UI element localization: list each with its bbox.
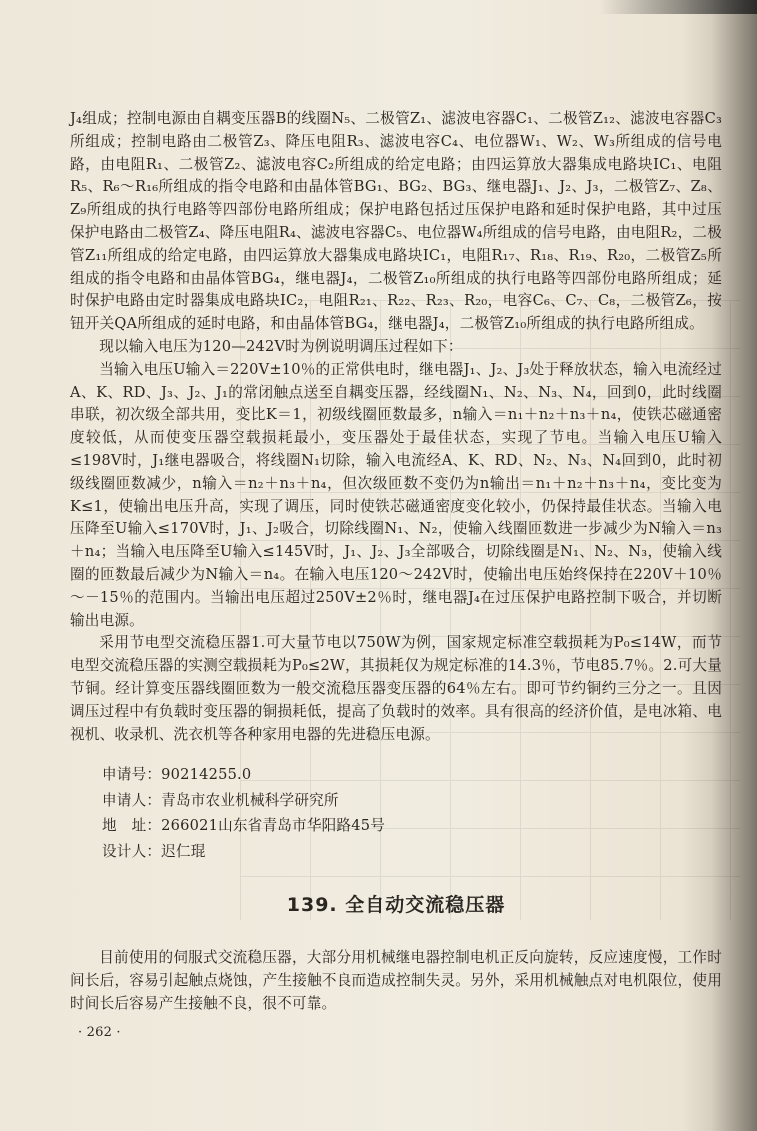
designer: 设计人：迟仁琨 [102,842,206,860]
scan-shadow [600,0,757,14]
section-heading: 139. 全自动交流稳压器 [286,894,506,917]
paragraph-circuit-composition: J₄组成；控制电源由自耦变压器B的线圈N₅、二极管Z₁、滤波电容器C₁、二极管Z₁₂、滤波电容器C₃所组成；控制电路由二极管Z₃、降压电阻R₃、滤波电容C₄、电位器W₁、W₂、W₃所组成的信号电路，由电阻R₁、二极管Z₂、滤波电容C₂所组成的给定电路；由四运算放大器集成电路块IC₁、电阻R₅、R₆～R₁₆所组成的指令电路和由晶体管BG₁、BG₂、BG₃、继电器J₁、J₂、J₃，二极管Z₇、Z₈、Z₉所组成的执行电路等四部份电路所组成；保护电路包括过压保护电路和延时保护电路，其中过压保护电路由二极管Z₄、降压电阻R₄、滤波电容器C₅、电位器W₄所组成的信号电路，由电阻R₂，二极管Z₁₁所组成的给定电路，由四运算放大器集成电路块IC₁，电阻R₁₇、R₁₈、R₁₉、R₂₀，二极管Z₅所组成的指令电路和由晶体管BG₄，继电器J₄，二极管Z₁₀所组成的执行电路等四部份电路所组成；延时保护电路由定时器集成电路块IC₂，电阻R₂₁、R₂₂、R₂₃、R₂₀，电容C₆、C₇、C₈，二极管Z₆，按钮开关QA所组成的延时电路，和由晶体管BG₄，继电器J₄，二极管Z₁₀所组成的执行电路所组成。 [70,110,722,333]
application-number: 申请号：90214255.0 [102,766,252,784]
paragraph-regulation-process: 当输入电压U输入＝220V±10％的正常供电时，继电器J₁、J₂、J₃处于释放状态，输入电流经过A、K、RD、J₃、J₂、J₁的常闭触点送至自耦变压器，经线圈N₁、N₂、N₃、N₄，回到0，此时线圈串联，初次级全部共用，变比K＝1，初级线圈匝数最多，n输入＝n₁＋n₂＋n₃＋n₄，使铁芯磁通密度较低，从而使变压器空载损耗最小，变压器处于最佳状态，实现了节电。当输入电压U输入≤198V时，J₁继电器吸合，将线圈N₁切除，输入电流经A、K、RD、N₂、N₃、N₄回到0，此时初级线圈匝数减少，n输入＝n₂＋n₃＋n₄，但次级匝数不变仍为n输出＝n₁＋n₂＋n₃＋n₄，变比变为K≤1，使输出电压升高，实现了调压，同时使铁芯磁通密度变化较小，仍保持最佳状态。当输入电压降至U输入≤170V时，J₁、J₂吸合，切除线圈N₁、N₂，使输入线圈匝数进一步减少为N输入＝n₃＋n₄；当输入电压降至U输入≤145V时，J₁、J₂、J₃全部吸合，切除线圈是N₁、N₂、N₃，使输入线圈的匝数最后减少为N输入＝n₄。在输入电压120～242V时，使输出电压始终保持在220V＋10％～－15％的范围内。当输出电压超过250V±2％时，继电器J₄在过压保护电路控制下吸合，并切断输出电源。 [70,360,722,629]
patent-info [102,762,722,864]
page-number: · 262 · [78,1024,121,1040]
applicant: 申请人：青岛市农业机械科学研究所 [102,791,339,809]
page-body [70,108,722,1044]
paragraph-intro-139: 目前使用的伺服式交流稳压器，大部分用机械继电器控制电机正反向旋转，反应速度慢，工作时间长后，容易引起触点烧蚀，产生接触不良而造成控制失灵。另外，采用机械触点对电机限位，使用时间长后容易产生接触不良，很不可靠。 [70,949,722,1012]
address: 地 址：266021山东省青岛市华阳路45号 [102,817,385,835]
paragraph-example-intro: 现以输入电压为120—242V时为例说明调压过程如下： [99,337,463,355]
paragraph-benefits: 采用节电型交流稳压器1.可大量节电以750W为例，国家规定标准空载损耗为P₀≤14W，而节电型交流稳压器的实测空载损耗为P₀≤2W，其损耗仅为规定标准的14.3％，节电85.7％。2.可大量节铜。经计算变压器线圈匝数为一般交流稳压器变压器的64％左右。即可节约铜约三分之一。且因调压过程中有负载时变压器的铜损耗低，提高了负载时的效率。具有很高的经济价值，是电冰箱、电视机、收录机、洗衣机等各种家用电器的先进稳压电源。 [70,634,722,743]
